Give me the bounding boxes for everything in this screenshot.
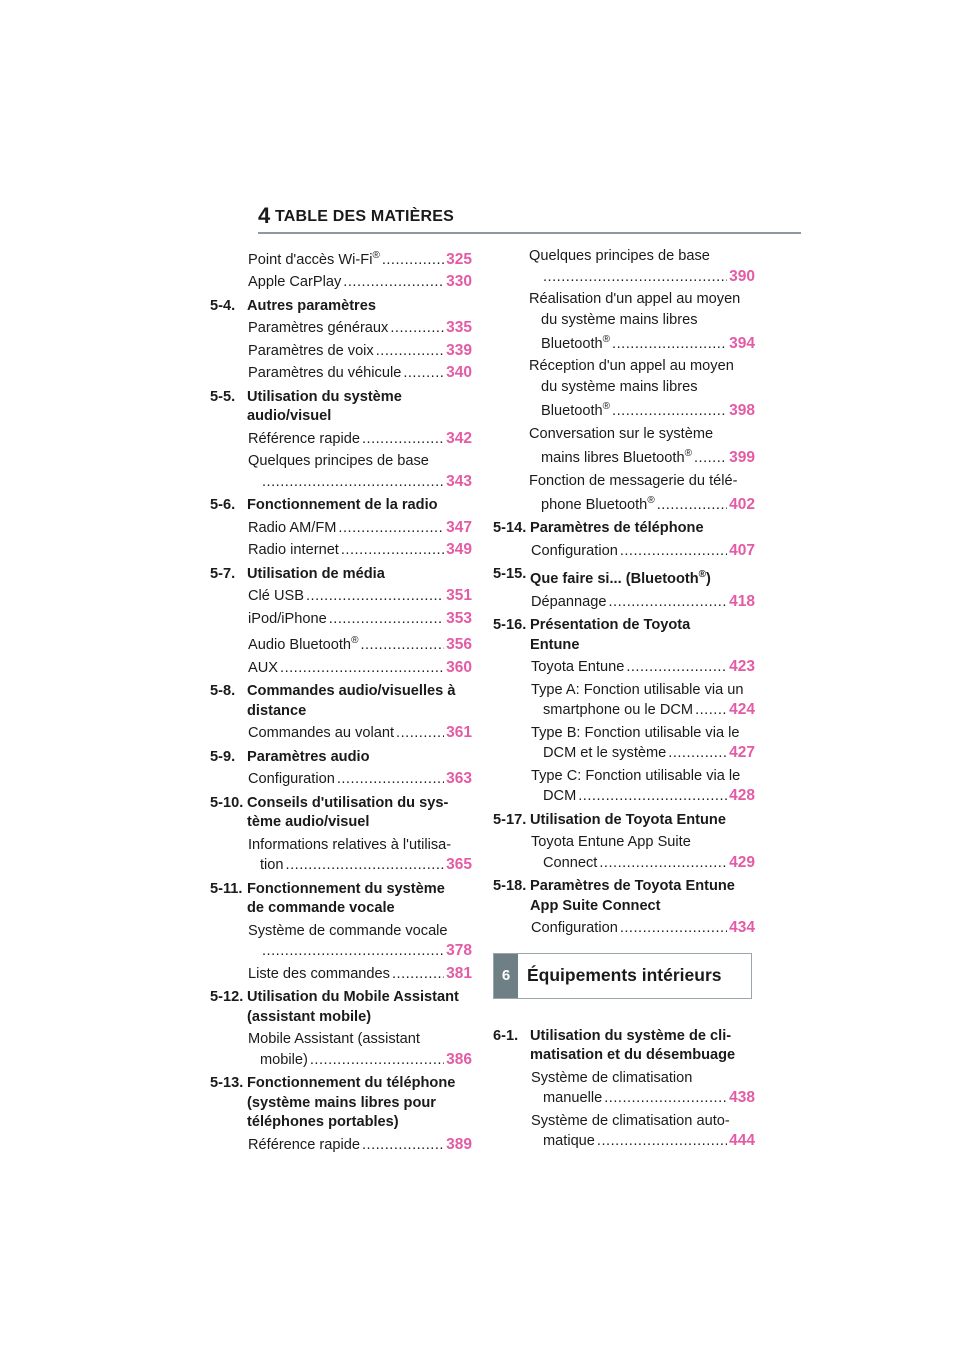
page-link[interactable]: 351 bbox=[446, 587, 472, 605]
entry-title: mobile) bbox=[260, 1051, 308, 1068]
toc-section-heading bbox=[210, 1074, 472, 1133]
dot-leader bbox=[341, 540, 444, 561]
toc-section-heading bbox=[210, 388, 472, 427]
chapter-number-tab: 6 bbox=[494, 954, 518, 998]
page-link[interactable]: 399 bbox=[729, 449, 755, 467]
dot-leader bbox=[543, 267, 727, 288]
dot-leader bbox=[329, 609, 444, 630]
page-link[interactable]: 434 bbox=[729, 919, 755, 937]
entry-title: Système de commande vocale bbox=[248, 922, 448, 939]
toc-entry[interactable] bbox=[493, 592, 755, 613]
toc-entry[interactable] bbox=[493, 766, 755, 807]
section-number: 5-12. bbox=[210, 989, 244, 1006]
dot-leader bbox=[626, 657, 727, 678]
dot-leader bbox=[608, 592, 727, 613]
chapter-heading[interactable] bbox=[493, 953, 752, 999]
section-title: Utilisation du système bbox=[247, 388, 402, 405]
toc-entry[interactable] bbox=[493, 289, 755, 354]
entry-title: Référence rapide bbox=[248, 1136, 360, 1153]
section-title: Utilisation de média bbox=[247, 565, 385, 582]
dot-leader bbox=[343, 272, 444, 293]
entry-title: Radio AM/FM bbox=[248, 519, 337, 536]
toc-entry[interactable] bbox=[210, 1135, 472, 1156]
dot-leader bbox=[694, 448, 727, 469]
entry-title: Configuration bbox=[531, 920, 618, 937]
page-link[interactable]: 402 bbox=[729, 495, 755, 513]
section-number: 5-7. bbox=[210, 565, 236, 582]
section-title: Fonctionnement du système bbox=[247, 880, 445, 897]
page-link[interactable]: 424 bbox=[729, 701, 755, 719]
toc-section-heading bbox=[493, 811, 755, 831]
dot-leader bbox=[604, 1088, 727, 1109]
section-number: 5-15. bbox=[493, 566, 527, 583]
entry-title: tion bbox=[260, 857, 284, 874]
dot-leader bbox=[695, 700, 727, 721]
toc-entry[interactable] bbox=[210, 964, 472, 985]
dot-leader bbox=[620, 918, 727, 939]
entry-title: du système mains libres bbox=[541, 311, 698, 328]
section-title: Commandes audio/visuelles à bbox=[247, 683, 456, 700]
page-link[interactable]: 342 bbox=[446, 429, 472, 447]
toc-entry[interactable] bbox=[210, 363, 472, 384]
dot-leader bbox=[392, 964, 444, 985]
page-link[interactable]: 356 bbox=[446, 636, 472, 654]
toc-entry[interactable] bbox=[210, 429, 472, 450]
toc-entry[interactable] bbox=[493, 1111, 755, 1152]
toc-section-heading bbox=[493, 616, 755, 655]
section-number: 5-10. bbox=[210, 794, 244, 811]
entry-title: matique bbox=[543, 1133, 595, 1150]
toc-entry[interactable] bbox=[493, 832, 755, 873]
section-title: Entune bbox=[530, 636, 580, 653]
dot-leader bbox=[668, 743, 727, 764]
page-link[interactable]: 360 bbox=[446, 658, 472, 676]
entry-title: Point d'accès Wi-Fi® bbox=[248, 250, 380, 268]
entry-title: Clé USB bbox=[248, 588, 304, 605]
page-link[interactable]: 335 bbox=[446, 319, 472, 337]
entry-title: Type B: Fonction utilisable via le bbox=[531, 724, 740, 741]
page-link[interactable]: 444 bbox=[729, 1132, 755, 1150]
page-link[interactable]: 325 bbox=[446, 250, 472, 268]
section-title: Utilisation du Mobile Assistant bbox=[247, 989, 459, 1006]
dot-leader bbox=[396, 723, 444, 744]
page-link[interactable]: 349 bbox=[446, 541, 472, 559]
section-title: Que faire si... (Bluetooth®) bbox=[530, 569, 711, 588]
section-title: (assistant mobile) bbox=[247, 1008, 372, 1025]
toc-entry[interactable] bbox=[210, 723, 472, 744]
section-title: Utilisation de Toyota Entune bbox=[530, 811, 726, 828]
dot-leader bbox=[360, 635, 444, 656]
entry-title: smartphone ou le DCM bbox=[543, 702, 694, 719]
toc-entry[interactable] bbox=[493, 541, 755, 562]
page-link[interactable]: 340 bbox=[446, 364, 472, 382]
page-link[interactable]: 423 bbox=[729, 658, 755, 676]
dot-leader bbox=[286, 855, 445, 876]
entry-title: Toyota Entune App Suite bbox=[531, 834, 691, 851]
entry-title: Informations relatives à l'utilisa- bbox=[248, 836, 452, 853]
section-number: 5-18. bbox=[493, 878, 527, 895]
entry-title: Type A: Fonction utilisable via un bbox=[531, 681, 744, 698]
page-link[interactable]: 418 bbox=[729, 592, 755, 610]
section-title: Fonctionnement du téléphone bbox=[247, 1075, 456, 1092]
page-link[interactable]: 378 bbox=[446, 942, 472, 960]
dot-leader bbox=[310, 1050, 444, 1071]
dot-leader bbox=[362, 429, 444, 450]
section-number: 5-5. bbox=[210, 388, 236, 405]
entry-title: Réception d'un appel au moyen bbox=[529, 358, 734, 375]
page-link[interactable]: 363 bbox=[446, 770, 472, 788]
page-number: 4 bbox=[258, 203, 271, 228]
entry-title: Quelques principes de base bbox=[529, 248, 710, 264]
page-link[interactable]: 428 bbox=[729, 787, 755, 805]
toc-entry[interactable] bbox=[210, 451, 472, 492]
toc-entry[interactable] bbox=[210, 921, 472, 962]
entry-title: AUX bbox=[248, 659, 279, 676]
page-title: TABLE DES MATIÈRES bbox=[275, 208, 455, 225]
toc-entry[interactable] bbox=[493, 1068, 755, 1109]
page-link[interactable]: 347 bbox=[446, 518, 472, 536]
toc-entry[interactable] bbox=[493, 657, 755, 678]
dot-leader bbox=[262, 472, 444, 493]
section-number: 5-6. bbox=[210, 497, 236, 514]
toc-entry[interactable] bbox=[210, 586, 472, 607]
section-number: 5-4. bbox=[210, 297, 236, 314]
entry-title: Paramètres généraux bbox=[248, 320, 389, 337]
toc-entry[interactable] bbox=[493, 246, 755, 287]
toc-entry[interactable] bbox=[210, 518, 472, 539]
dot-leader bbox=[578, 786, 727, 807]
toc-entry[interactable] bbox=[493, 356, 755, 421]
section-title: App Suite Connect bbox=[530, 897, 661, 914]
dot-leader bbox=[362, 1135, 444, 1156]
toc-entry[interactable] bbox=[493, 680, 755, 721]
toc-entry[interactable] bbox=[210, 246, 472, 270]
entry-title: manuelle bbox=[543, 1090, 603, 1107]
page-link[interactable]: 386 bbox=[446, 1050, 472, 1068]
page-header bbox=[0, 0, 960, 240]
page-link[interactable]: 365 bbox=[446, 856, 472, 874]
entry-title: Référence rapide bbox=[248, 430, 360, 447]
entry-title: Système de climatisation auto- bbox=[531, 1112, 730, 1129]
section-title: audio/visuel bbox=[247, 408, 332, 425]
section-title: Paramètres audio bbox=[247, 748, 370, 765]
entry-title: Bluetooth® bbox=[541, 334, 611, 352]
dot-leader bbox=[657, 495, 727, 516]
toc-entry[interactable] bbox=[210, 835, 472, 876]
spacer bbox=[493, 999, 755, 1023]
toc-section-heading bbox=[210, 748, 472, 768]
toc-section-heading bbox=[210, 988, 472, 1027]
page-link[interactable]: 389 bbox=[446, 1135, 472, 1153]
toc-section-heading bbox=[210, 682, 472, 721]
toc-entry[interactable] bbox=[493, 424, 755, 469]
section-title: Paramètres de téléphone bbox=[530, 520, 704, 537]
dot-leader bbox=[382, 250, 444, 271]
section-title: Présentation de Toyota bbox=[530, 617, 691, 634]
entry-title: iPod/iPhone bbox=[248, 610, 327, 627]
dot-leader bbox=[376, 341, 444, 362]
section-title: matisation et du désembuage bbox=[530, 1047, 736, 1064]
entry-title: Radio internet bbox=[248, 542, 339, 559]
page-link[interactable]: 407 bbox=[729, 541, 755, 559]
toc-section-heading bbox=[210, 880, 472, 919]
toc-section-heading bbox=[493, 565, 755, 589]
entry-title: DCM et le système bbox=[543, 745, 667, 762]
toc-entry[interactable] bbox=[210, 1029, 472, 1070]
section-number: 5-14. bbox=[493, 520, 527, 537]
page-link[interactable]: 361 bbox=[446, 724, 472, 742]
section-number: 5-11. bbox=[210, 880, 243, 897]
entry-title: Configuration bbox=[248, 771, 335, 788]
toc-entry[interactable] bbox=[493, 471, 755, 516]
entry-title: Audio Bluetooth® bbox=[248, 635, 359, 654]
toc-entry[interactable] bbox=[210, 769, 472, 790]
entry-title: Commandes au volant bbox=[248, 725, 395, 742]
section-number: 5-17. bbox=[493, 811, 527, 828]
dot-leader bbox=[620, 541, 727, 562]
entry-title: phone Bluetooth® bbox=[541, 495, 655, 513]
section-title: distance bbox=[247, 702, 307, 719]
entry-title: Mobile Assistant (assistant bbox=[248, 1031, 420, 1048]
page-link[interactable]: 398 bbox=[729, 402, 755, 420]
entry-title: Apple CarPlay bbox=[248, 274, 342, 291]
entry-title: du système mains libres bbox=[541, 378, 698, 395]
page-link[interactable]: 353 bbox=[446, 609, 472, 627]
section-title: tème audio/visuel bbox=[247, 814, 370, 831]
toc-right-column bbox=[493, 244, 755, 1152]
toc-section-heading bbox=[493, 519, 755, 539]
section-number: 5-13. bbox=[210, 1075, 244, 1092]
section-title: Paramètres de Toyota Entune bbox=[530, 878, 735, 895]
section-title: Conseils d'utilisation du sys- bbox=[247, 794, 449, 811]
entry-title: Dépannage bbox=[531, 593, 607, 610]
entry-title: Fonction de messagerie du télé- bbox=[529, 472, 738, 489]
entry-title: DCM bbox=[543, 788, 577, 805]
entry-title: Liste des commandes bbox=[248, 965, 390, 982]
toc-entry[interactable] bbox=[210, 318, 472, 339]
toc-entry[interactable] bbox=[210, 341, 472, 362]
dot-leader bbox=[612, 334, 727, 355]
page-link[interactable]: 330 bbox=[446, 273, 472, 291]
section-title: (système mains libres pour bbox=[247, 1094, 436, 1111]
page-link[interactable]: 438 bbox=[729, 1089, 755, 1107]
toc-entry[interactable] bbox=[493, 723, 755, 764]
entry-title: Paramètres du véhicule bbox=[248, 365, 402, 382]
entry-title: Paramètres de voix bbox=[248, 342, 374, 359]
page-link[interactable]: 343 bbox=[446, 472, 472, 490]
toc-left-column bbox=[210, 244, 472, 1155]
entry-title: Connect bbox=[543, 854, 598, 871]
toc-section-heading bbox=[493, 1027, 755, 1066]
section-title: téléphones portables) bbox=[247, 1114, 399, 1131]
section-title: Fonctionnement de la radio bbox=[247, 497, 438, 514]
section-number: 5-9. bbox=[210, 748, 236, 765]
entry-title: Système de climatisation bbox=[531, 1069, 693, 1086]
toc-entry[interactable] bbox=[210, 631, 472, 655]
dot-leader bbox=[262, 941, 444, 962]
page-link[interactable]: 381 bbox=[446, 964, 472, 982]
entry-title: Type C: Fonction utilisable via le bbox=[531, 767, 741, 784]
dot-leader bbox=[337, 769, 444, 790]
section-title: Utilisation du système de cli- bbox=[530, 1027, 732, 1044]
dot-leader bbox=[403, 363, 444, 384]
page-link[interactable]: 390 bbox=[729, 267, 755, 285]
dot-leader bbox=[599, 853, 727, 874]
entry-title: Quelques principes de base bbox=[248, 453, 429, 470]
dot-leader bbox=[390, 318, 444, 339]
dot-leader bbox=[338, 518, 444, 539]
entry-title: Toyota Entune bbox=[531, 659, 625, 676]
section-number: 5-8. bbox=[210, 683, 236, 700]
toc-section-heading bbox=[210, 565, 472, 585]
page-link[interactable]: 339 bbox=[446, 341, 472, 359]
section-title: Autres paramètres bbox=[247, 297, 376, 314]
section-number: 6-1. bbox=[493, 1027, 519, 1044]
header-divider bbox=[258, 232, 801, 234]
entry-title: Configuration bbox=[531, 542, 618, 559]
toc-section-heading bbox=[210, 496, 472, 516]
toc-section-heading bbox=[210, 297, 472, 317]
toc-entry[interactable] bbox=[210, 658, 472, 679]
page-link[interactable]: 427 bbox=[729, 744, 755, 762]
section-number: 5-16. bbox=[493, 617, 527, 634]
toc-section-heading bbox=[210, 794, 472, 833]
section-title: de commande vocale bbox=[247, 900, 395, 917]
dot-leader bbox=[597, 1131, 727, 1152]
dot-leader bbox=[612, 401, 727, 422]
entry-title: Bluetooth® bbox=[541, 401, 611, 420]
toc-entry[interactable] bbox=[210, 272, 472, 293]
toc-section-heading bbox=[493, 877, 755, 916]
toc-entry[interactable] bbox=[493, 918, 755, 939]
dot-leader bbox=[306, 586, 444, 607]
toc-entry[interactable] bbox=[210, 609, 472, 630]
entry-title: mains libres Bluetooth® bbox=[541, 448, 692, 467]
toc-entry[interactable] bbox=[210, 540, 472, 561]
page-link[interactable]: 394 bbox=[729, 334, 755, 352]
entry-title: Conversation sur le système bbox=[529, 425, 714, 442]
page-link[interactable]: 429 bbox=[729, 853, 755, 871]
dot-leader bbox=[280, 658, 444, 679]
chapter-title: Équipements intérieurs bbox=[527, 965, 722, 986]
entry-title: Réalisation d'un appel au moyen bbox=[529, 291, 741, 307]
